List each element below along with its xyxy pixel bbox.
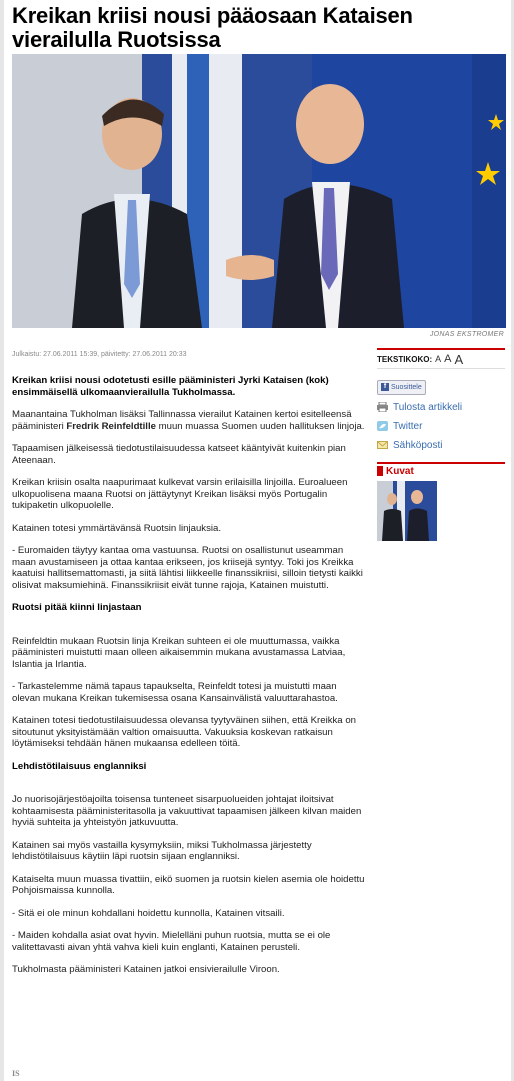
paragraph: Katainen totesi tiedotustilaisuudessa olevansa tyytyväinen siihen, että Kreikka on sitoutunut yksityistämään valtion omaisuutta. Vakuuksia koskevan ratkaisun löytämiseksi tehdään hänen mukaansa edelleen töitä. [12, 715, 356, 749]
subheading: Lehdistötilaisuus englanniksi [12, 760, 147, 772]
paragraph: Kataiselta muun muassa tivattiin, eikö suomen ja ruotsin kielen asemia ole hoidettu Pohjoismaissa kunnolla. [12, 873, 365, 896]
paragraph: Kreikan kriisin osalta naapurimaat kulkevat varsin erilaisilla linjoilla. Euroalueen ulkopuolisena maana Ruotsi on jättäytynyt Kreikan lisäksi myös Portugalin tukipaketin ulkopuolelle. [12, 477, 348, 511]
publish-date: Julkaistu: 27.06.2011 15:39, päivitetty: 27.06.2011 20:33 [12, 351, 187, 358]
paragraph [12, 409, 367, 432]
font-size-large-button[interactable]: A [454, 351, 464, 367]
paragraph-text: Maanantaina Tukholman lisäksi Tallinnassa vierailut Katainen kertoi esitelleensä pääministeri [12, 409, 352, 432]
paragraph: - Euromaiden täytyy kantaa oma vastuunsa. Ruotsi on osallistunut useamman maan avustamiseen ja ottaa kantaa erikseen, jos kriisejä syntyy. Toki jos Kreikka kaatuisi hallitsemattomasti, ja siitä lähtisi liikkeelle finanssikriisi, silloin tietysti kaikki olisivat maksumiehinä. Finanssikriisit eivät tunne rajoja, Katainen muistutti. [12, 545, 363, 591]
printer-icon [377, 402, 388, 412]
section-marker [377, 466, 383, 476]
left-page-border [0, 0, 4, 1081]
images-section [377, 462, 505, 541]
article-headline: Kreikan kriisi nousi pääosaan Kataisen vierailulla Ruotsissa [12, 3, 413, 52]
paragraph-text: muun muassa Suomen uuden hallituksen linjoja. [155, 420, 365, 432]
twitter-link[interactable] [377, 420, 505, 433]
facebook-recommend-button[interactable] [377, 380, 426, 395]
sidebar [377, 348, 505, 541]
envelope-icon [377, 440, 388, 450]
paragraph: - Sitä ei ole minun kohdallani hoidettu kunnolla, Katainen vitsaili. [12, 907, 285, 919]
print-link[interactable] [377, 401, 505, 414]
source-logo: IS [12, 1069, 20, 1078]
twitter-icon [377, 421, 388, 431]
subheading: Ruotsi pitää kiinni linjastaan [12, 602, 142, 613]
paragraph: - Maiden kohdalla asiat ovat hyvin. Mielelläni puhun ruotsia, mutta se ei ole valitettavasti aivan yhtä vahva kieli kuin englanti, Katainen perusteli. [12, 930, 331, 953]
font-size-control [377, 348, 505, 369]
paragraph: Tukholmasta pääministeri Katainen jatkoi ensivierailulle Viroon. [12, 964, 280, 975]
paragraph: Jo nuorisojärjestöajoilta toisensa tunteneet sisarpuolueiden johtajat iloitsivat kohtaamisesta pääministeritasolla ja vakuuttivat tapaamisen jälkeen kilvan maiden hyviä suhteita ja yhteistyön jatkuvuutta. [12, 794, 362, 828]
paragraph: Tapaamisen jälkeisessä tiedotustilaisuudessa katseet kääntyivät kuitenkin pian Ateenaan. [12, 443, 346, 466]
thumbnail-illustration [377, 481, 437, 541]
article-body [12, 375, 367, 987]
person-name: Fredrik Reinfeldtille [66, 420, 156, 432]
images-label: Kuvat [386, 465, 414, 477]
paragraph: Katainen sai myös vastailla kysymyksiin, miksi Tukholmassa järjestetty lehdistötilaisuus käytiin läpi ruotsin sijaan englanniksi. [12, 839, 312, 862]
paragraph: Katainen totesi ymmärtävänsä Ruotsin linjauksia. [12, 522, 222, 534]
font-size-label: TEKSTIKOKO: [377, 354, 433, 364]
print-label: Tulosta artikkeli [393, 401, 463, 413]
paragraph: - Tarkastelemme nämä tapaus tapaukselta, Reinfeldt totesi ja muistutti maan olevan mukana Kreikan tukemisessa osana Kansainvälistä valuuttarahastoa. [12, 681, 338, 704]
article-lead: Kreikan kriisi nousi odotetusti esille pääministeri Jyrki Kataisen (kok) ensimmäisellä ulkomaanvierailulla Tukholmassa. [12, 375, 329, 398]
images-header [377, 466, 505, 477]
twitter-label: Twitter [393, 420, 423, 432]
image-thumbnail[interactable] [377, 481, 437, 541]
email-link[interactable] [377, 439, 505, 452]
email-label: Sähköposti [393, 439, 443, 451]
font-size-medium-button[interactable]: A [444, 353, 452, 365]
font-size-small-button[interactable]: A [435, 354, 442, 364]
facebook-icon: f [381, 383, 389, 391]
share-tools [377, 375, 505, 452]
photo-illustration [12, 54, 506, 328]
photo-credit: JONAS EKSTROMER [429, 331, 504, 338]
article-photo[interactable] [12, 54, 506, 328]
paragraph: Reinfeldtin mukaan Ruotsin linja Kreikan suhteen ei ole muuttumassa, vaikka pääministeri muistutti maan olleen aikaisemmin mukana avustamassa Latviaa, Islantia ja Irlantia. [12, 635, 346, 670]
facebook-recommend-label: Suosittele [391, 383, 422, 391]
